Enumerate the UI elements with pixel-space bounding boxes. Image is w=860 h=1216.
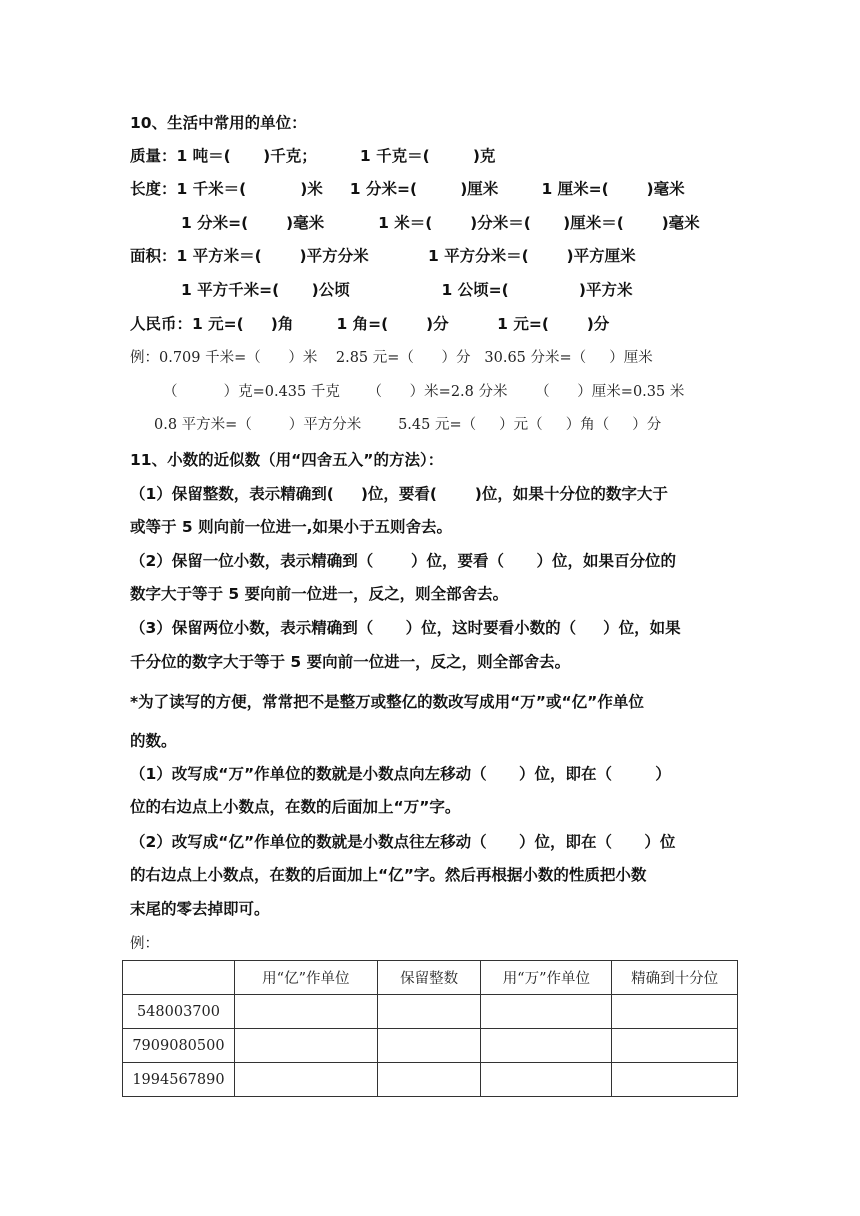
- answer-cell[interactable]: [234, 995, 377, 1029]
- example-label: 例：: [130, 936, 159, 952]
- length-line-2: 1 分米=( )毫米 1 米＝( )分米＝( )厘米＝( )毫米: [181, 214, 700, 232]
- answer-cell[interactable]: [234, 1063, 377, 1097]
- table-number-cell: 1994567890: [123, 1063, 235, 1097]
- area-line-1: 面积：1 平方米＝( )平方分米 1 平方分米＝( )平方厘米: [130, 247, 636, 265]
- answer-cell[interactable]: [377, 1029, 481, 1063]
- approx-rule-3b: 千分位的数字大于等于 5 要向前一位进一，反之，则全部舍去。: [130, 653, 571, 671]
- example-table: [122, 960, 738, 1097]
- rmb-line: 人民币：1 元=( )角 1 角=( )分 1 元=( )分: [130, 315, 610, 333]
- answer-cell[interactable]: [377, 1063, 481, 1097]
- mass-line: 质量：1 吨＝( )千克； 1 千克＝( )克: [130, 147, 496, 165]
- answer-cell[interactable]: [377, 995, 481, 1029]
- example-line-3: 0.8 平方米=（ ）平方分米 5.45 元=（ ）元（ ）角（ ）分: [154, 417, 662, 433]
- table-header-cell: 用“亿”作单位: [234, 961, 377, 995]
- rewrite-intro-b: 的数。: [130, 732, 177, 750]
- rewrite-rule-1a: （1）改写成“万”作单位的数就是小数点向左移动（ ）位，即在（ ）: [130, 765, 671, 783]
- answer-cell[interactable]: [234, 1029, 377, 1063]
- area-line-2: 1 平方千米=( )公顷 1 公顷=( )平方米: [181, 281, 633, 299]
- answer-cell[interactable]: [481, 1029, 612, 1063]
- answer-cell[interactable]: [481, 1063, 612, 1097]
- rewrite-rule-2a: （2）改写成“亿”作单位的数就是小数点往左移动（ ）位，即在（ ）位: [130, 833, 676, 851]
- example-line-2: （ ）克=0.435 千克 （ ）米=2.8 分米 （ ）厘米=0.35 米: [163, 384, 685, 400]
- approx-heading: 11、小数的近似数（用“四舍五入”的方法）：: [130, 451, 444, 469]
- rewrite-rule-1b: 位的右边点上小数点，在数的后面加上“万”字。: [130, 798, 461, 816]
- table-row: [123, 1063, 738, 1097]
- answer-cell[interactable]: [612, 995, 738, 1029]
- rewrite-rule-2c: 末尾的零去掉即可。: [130, 900, 270, 918]
- approx-rule-2a: （2）保留一位小数，表示精确到（ ）位，要看（ ）位，如果百分位的: [130, 552, 676, 570]
- approx-rule-3a: （3）保留两位小数，表示精确到（ ）位，这时要看小数的（ ）位，如果: [130, 619, 681, 637]
- units-heading: 10、生活中常用的单位：: [130, 114, 307, 132]
- answer-cell[interactable]: [612, 1063, 738, 1097]
- rewrite-intro-a: *为了读写的方便，常常把不是整万或整亿的数改写成用“万”或“亿”作单位: [130, 693, 644, 711]
- approx-rule-2b: 数字大于等于 5 要向前一位进一，反之，则全部舍去。: [130, 585, 509, 603]
- approx-rule-1b: 或等于 5 则向前一位进一,如果小于五则舍去。: [130, 518, 452, 536]
- table-header-row: [123, 961, 738, 995]
- table-number-cell: 7909080500: [123, 1029, 235, 1063]
- rewrite-rule-2b: 的右边点上小数点，在数的后面加上“亿”字。然后再根据小数的性质把小数: [130, 866, 647, 884]
- table-header-cell: 保留整数: [377, 961, 481, 995]
- table-header-cell: 用“万”作单位: [481, 961, 612, 995]
- table-header-cell: 精确到十分位: [612, 961, 738, 995]
- answer-cell[interactable]: [481, 995, 612, 1029]
- table-row: [123, 995, 738, 1029]
- answer-cell[interactable]: [612, 1029, 738, 1063]
- example-line-1: 例：0.709 千米=（ ）米 2.85 元=（ ）分 30.65 分米=（ ）厘米: [130, 350, 653, 366]
- table-number-cell: 548003700: [123, 995, 235, 1029]
- approx-rule-1a: （1）保留整数，表示精确到( )位，要看( )位，如果十分位的数字大于: [130, 485, 668, 503]
- table-row: [123, 1029, 738, 1063]
- length-line-1: 长度：1 千米＝( )米 1 分米=( )厘米 1 厘米=( )毫米: [130, 180, 685, 198]
- table-header-cell: [123, 961, 235, 995]
